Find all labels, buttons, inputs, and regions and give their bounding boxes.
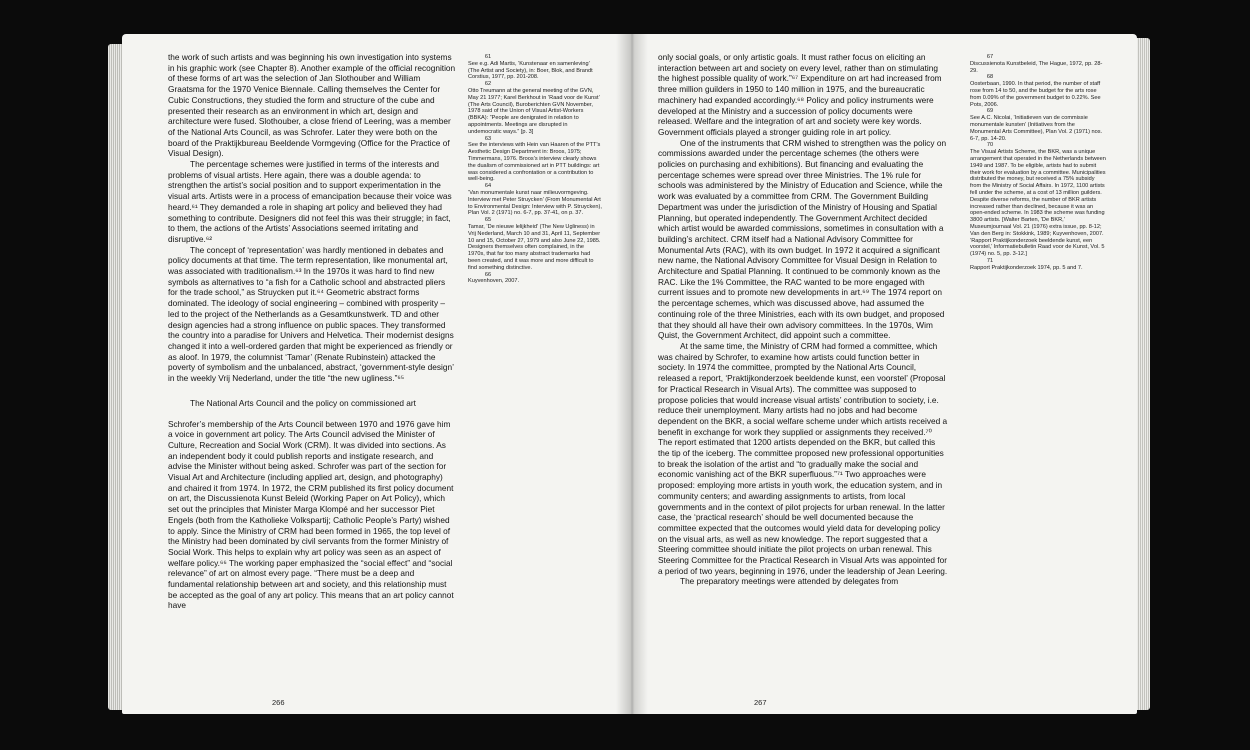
footnote-number: 71	[986, 257, 994, 264]
footnote-number: 67	[986, 54, 994, 60]
paragraph: the work of such artists and was beginning his own investigation into systems in his graphic work (see Chapter 8). Another example of the official recognition of these forms of art was the selection of Jan Slothouber and William Graatsma for the 1970 Venice Biennale. Calling themselves the Center for Cubic Constructions, they studied the form and structure of the cube and presented their research as an environment in which art, design and architecture were fused. Slothouber, a close friend of Leering, was a member of the National Arts Council, as was Schrofer. Later they were both on the board of the Praktijkbureau Beeldende Vormgeving (Office for the Practice of Visual Design).	[168, 52, 456, 159]
footnote-text: Rapport Praktijkonderzoek 1974, pp. 5 and 7.	[970, 264, 1083, 271]
footnote-text: See A.C. Nicolai, ‘Initiatieven van de commissie monumentale kunsten’ (Initiatives from the Monumental Arts Committee), Plan Vol. 2 (1971) nos. 6-7, pp. 14-20.	[970, 115, 1103, 142]
footnote-number: 62	[484, 81, 492, 88]
section-heading: The National Arts Council and the policy on commissioned art	[190, 397, 416, 408]
footnote-number: 65	[484, 217, 492, 224]
footnote	[468, 272, 602, 286]
page-number-left: 266	[272, 698, 285, 707]
footnote-number: 61	[484, 54, 492, 60]
open-book	[108, 34, 1150, 714]
footnote	[970, 74, 1106, 108]
footnote	[468, 81, 602, 135]
footnote-text: The Visual Artists Scheme, the BKR, was a unique arrangement that operated in the Netherlands between 1949 and 1987. To be eligible, artists had to submit their work for evaluation by a committee. Municipalities distributed the money, but received a 75% subsidy from the Ministry of Social Affairs. In 1972, 1100 artists fell under the scheme, at a cost of 13 million guilders. Despite diverse reforms, the number of BKR artists increased rather than declined, because it was an open-ended scheme. In 1983 the scheme was funding 3800 artists. [Walter Barten, ‘De BKR,’ Museumjournaal Vol. 21 (1976) extra issue, pp. 8-12; Van den Berg in: Stokkink, 1989; Kuyvenhoven, 2007. ‘Rapport Praktijkonderzoek beeldende kunst, een voorstel,’ Informatiebulletin Raad voor de Kunst, Vol. 5 (1974) no. 5, pp. 3-12.]	[970, 149, 1106, 258]
footnote-text: Discussienota Kunstbeleid, The Hague, 1972, pp. 28-29.	[970, 60, 1103, 74]
left-main-text	[168, 52, 456, 611]
footnote-text: ‘Van monumentale kunst naar milieuvormgeving. Interview met Peter Struycken’ (From Monumental Art to Environmental Design: Interview with P. Struycken), Plan Vol. 2 (1971) no. 6-7, pp. 37-41, on p. 37.	[468, 189, 602, 217]
footnote-number: 68	[986, 74, 994, 81]
right-page	[632, 34, 1137, 714]
footnote-text: Otto Treumann at the general meeting of the GVN, May 21 1977; Karel Berkhout in ‘Raad voor de Kunst’ (The Arts Council), Buroberichten GVN November, 1978 said of the Union of Visual Artist-Workers (BBKA): “People are denigrated in relation to appointments. Meetings are disrupted in undemocratic ways.” [p. 3]	[468, 87, 600, 135]
paragraph: One of the instruments that CRM wished to strengthen was the policy on commissions awarded under the percentage schemes (the others were policies on purchasing and exhibitions). But financing and evaluating the percentage schemes were spread over three Ministries. The 1% rule for schools was administered by the Ministry of Education and Science, while the work was evaluated by a committee from CRM. The Government Building Department was under the jurisdiction of the Ministry of Housing and Spatial Planning, but operated independently. The Government Architect decided which artist would be awarded commissions, sometimes in consultation with a building’s architect. CRM itself had a National Advisory Committee for Monumental Arts (RAC), with its own budget. In 1972 it acquired a significant new name, the National Advisory Committee for Visual Design in Relation to Architecture and Spatial Planning. It continued to be commonly known as the RAC. Like the 1% Committee, the RAC wanted to be more engaged with current issues and to promote new developments in art.⁶⁹ The 1974 report on the percentage schemes, which was discussed above, had assumed the continuing role of the three Ministries, each with its own budget, and proposed that they should all have their own advisory committees. In the 1970s, Wim Quist, the Government Architect, did appoint such a committee.	[658, 137, 947, 341]
footnote-number: 66	[484, 271, 492, 278]
footnote-text: See e.g. Adi Martis, ‘Kunstenaar en samenleving’ (The Artist and Society), in: Boer, Blok, and Brandt Corstius, 1977, pp. 201-208.	[468, 60, 593, 81]
footnote	[468, 136, 602, 184]
footnote-text: See the interviews with Hein van Haaren of the PTT’s Aesthetic Design Department in: Broos, 1975; Timmermans, 1976. Broos’s interview clearly shows the dualism of commissioned art in PTT buildings: art was considered a confrontation or a contribution to well-being.	[468, 142, 601, 183]
footnote-number: 69	[986, 108, 994, 115]
footnote	[970, 54, 1106, 74]
footnote	[970, 258, 1106, 272]
footnote-number: 64	[484, 183, 492, 190]
paragraph: The preparatory meetings were attended by delegates from	[680, 576, 899, 587]
right-main-text	[658, 52, 948, 587]
page-edges-left	[108, 44, 122, 710]
paragraph: Schrofer’s membership of the Arts Council between 1970 and 1976 gave him a voice in government art policy. The Arts Council advised the Minister of Culture, Recreation and Social Work (CRM). It was divided into sections. As an independent body it could publish reports and instigate research, and advise the Minister without being asked. Schrofer was part of the section for Visual Art and Architecture (including applied art, design, and photography) and chaired it from 1974. In 1972, the CRM published its first policy document on art, the Discussienota Kunst Beleid (Working Paper on Art Policy), which set out the principles that Minister Marga Klompé and her successor Piet Engels (both from the Katholieke Volkspartij; Catholic People’s Party) wished to apply. Since the Ministry of CRM had been formed in 1965, the top level of the Ministry had been dominated by civil servants from the former Ministry of Social Work. This helps to explain why art policy was seen as an aspect of welfare policy.⁶⁶ The working paper emphasized the “social effect” and “social relevance” of art on almost every page. “There must be a deep and fundamental relationship between art and society, and this relationship must be accepted as the goal of any art policy. This means that an art policy cannot have	[168, 418, 454, 611]
footnote	[468, 183, 602, 217]
left-page	[122, 34, 632, 714]
page-number-right: 267	[754, 698, 767, 707]
footnote-text: Tamar, ‘De nieuwe lelijkheid’ (The New Ugliness) in Vrij Nederland, March 10 and 31, April 11, September 10 and 15, October 27, 1979 and also June 22, 1985. Designers themselves often complained, in the 1970s, that far too many abstract trademarks had been created, and it was more and more difficult to find something distinctive.	[468, 223, 601, 271]
footnote-number: 70	[986, 142, 994, 149]
left-paragraphs-before	[168, 52, 456, 384]
paragraph: The percentage schemes were justified in terms of the interests and problems of visual artists. Here again, there was a double agenda: to strengthen the artist’s social position and to support experimentation in the visual arts. Artists were in a process of emancipation because their voice was heard.⁶¹ They demanded a role in shaping art policy and believed they had something to contribute. Designers did not feel this was their struggle; in fact, to them, the actions of the Artists’ Associations seemed irritating and disruptive.⁶²	[168, 159, 452, 244]
footnote-number: 63	[484, 135, 492, 142]
footnote	[468, 54, 602, 81]
paragraph: At the same time, the Ministry of CRM had formed a committee, which was chaired by Schrofer, to examine how artists could function better in society. In 1974 the committee, prompted by the National Arts Council, released a report, ‘Praktijkonderzoek beeldende kunst, een voorstel’ (Proposal for Practical Research in Visual Arts). The committee was supposed to propose policies that would increase visual artists’ contribution to society, i.e. reduce their unemployment. Many artists had no jobs and had become dependent on the BKR, a social welfare scheme under which artists received a benefit in exchange for work they supplied or assignments they received.⁷⁰ The report estimated that 1200 artists depended on the BKR, but called this the tip of the iceberg. The committee proposed new professional opportunities to break the isolation of the artist and “to gradually make the social and economic vanishing act of the BKR superfluous.”⁷¹ Two approaches were proposed: employing more artists in youth work, the education system, and in community centers; and awarding assignments to artists, from local governments and in the context of pilot projects for urban renewal. In the latter case, the ‘practical research’ should be well documented because the committee expected that the outcomes would yield data for developing policy on the visual arts, as well as new knowledge. The report suggested that a Steering committee should initiate the pilot projects on urban renewal. This Steering Committee for the Practical Research in Visual Arts was appointed for a period of two years, beginning in 1976, under the leadership of Jean Leering.	[658, 340, 948, 576]
footnote	[970, 108, 1106, 142]
page-edges-right	[1137, 38, 1150, 710]
footnote	[468, 217, 602, 271]
paragraph: The concept of ‘representation’ was hardly mentioned in debates and policy documents at that time. The term representation, like monumental art, was associated with traditionalism.⁶³ In the 1970s it was hard to find new symbols as alternatives to “a fish for a Catholic school and abstracted pliers for the trade school,” as Struycken put it.⁶⁴ Geometric abstract forms dominated. The ideology of social engineering – combined with prosperity – led to the project of the Netherlands as a Gesamtkunstwerk. TD and other design agencies had a strong influence on public spaces. They transformed the country into a paradise for Univers and Helvetica. Their modernist designs changed it into a well-ordered garden that might be experienced as friendly or as aloof. In 1979, the columnist ‘Tamar’ (Renate Rubinstein) attacked the poverty of symbolism and the unbalanced, abstract, ‘government-style design’ in the weekly Vrij Nederland, under the title “the new ugliness.”⁶⁵	[168, 244, 454, 384]
footnote-text: Kuyvenhoven, 2007.	[468, 278, 520, 285]
left-sidenotes	[468, 54, 602, 285]
footnote-text: Oosterbaan, 1990. In that period, the number of staff rose from 14 to 50, and the budget for the arts rose from 0.09% of the government budget to 0.22%. See Pots, 2006.	[970, 81, 1101, 108]
footnote	[970, 142, 1106, 258]
right-sidenotes	[970, 54, 1106, 272]
paragraph: only social goals, or only artistic goals. It must rather focus on eliciting an interaction between art and society on every level, rather than on stimulating the highest possible quality of work.”⁶⁷ Expenditure on art had increased from three million guilders in 1950 to 140 million in 1975, and the bureaucratic machinery had expanded accordingly.⁶⁸ Policy and policy instruments were developed at the Ministry and a succession of policy documents were released. Welfare and the integration of art and society were key words. Government officials played a stronger guiding role in art policy.	[658, 52, 942, 137]
